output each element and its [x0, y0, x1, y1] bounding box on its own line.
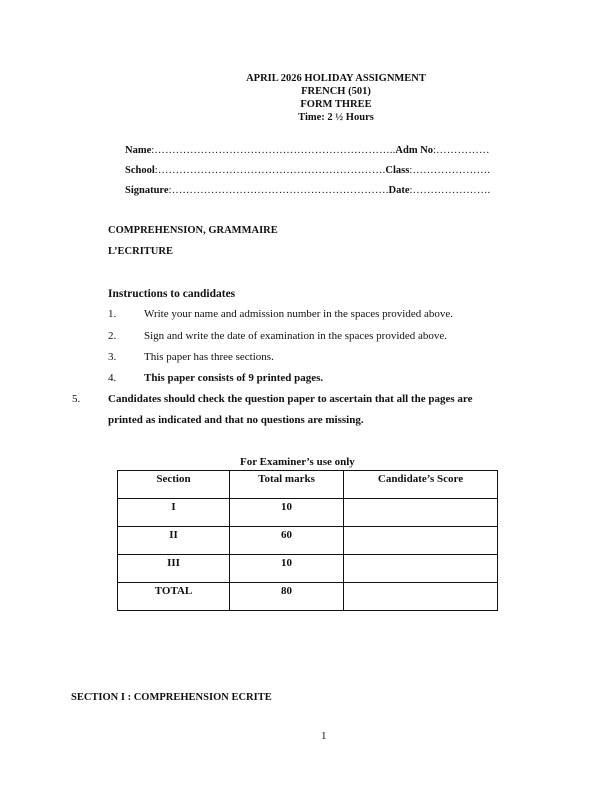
section-heading: SECTION I : COMPREHENSION ECRITE — [71, 692, 272, 703]
score-cell[interactable] — [344, 499, 498, 527]
school-label: School — [125, 165, 155, 176]
date-field[interactable]: :…………………. — [409, 185, 491, 196]
assignment-title: APRIL 2026 HOLIDAY ASSIGNMENT — [246, 73, 426, 84]
instruction-text: This paper has three sections. — [144, 351, 274, 363]
table-row — [118, 583, 498, 611]
section-cell: I — [118, 499, 230, 527]
signature-field[interactable]: :……………………………………………………. — [168, 185, 389, 196]
total-marks-cell: 60 — [230, 527, 344, 555]
table-row — [118, 555, 498, 583]
instruction-text: This paper consists of 9 printed pages. — [144, 372, 324, 384]
school-field[interactable]: :………………………………………………………. — [154, 165, 386, 176]
instruction-number: 1. — [108, 308, 117, 320]
instruction-number: 5. — [72, 393, 81, 405]
instruction-text-line2: printed as indicated and that no questions are missing. — [108, 414, 364, 426]
total-marks-cell: 10 — [230, 499, 344, 527]
page-number: 1 — [321, 730, 327, 742]
class-label: Class — [385, 165, 410, 176]
school-row — [125, 161, 490, 181]
section-cell: II — [118, 527, 230, 555]
header-total-marks: Total marks — [230, 471, 344, 499]
signature-row — [125, 181, 490, 201]
header-candidate-score: Candidate’s Score — [344, 471, 498, 499]
adm-no-field[interactable]: :…………… — [433, 145, 490, 156]
paper-part-1: COMPREHENSION, GRAMMAIRE — [108, 225, 278, 236]
examiner-score-table — [117, 470, 498, 611]
total-marks-cell: 10 — [230, 555, 344, 583]
paper-part-2: L’ECRITURE — [108, 246, 173, 257]
class-field[interactable]: :…………………. — [409, 165, 491, 176]
signature-label: Signature — [125, 185, 169, 196]
adm-no-label: Adm No — [395, 145, 434, 156]
instruction-number: 2. — [108, 330, 117, 342]
table-row — [118, 527, 498, 555]
score-cell[interactable] — [344, 555, 498, 583]
name-row — [125, 141, 490, 161]
table-row — [118, 499, 498, 527]
instruction-text: Write your name and admission number in the spaces provided above. — [144, 308, 453, 320]
section-cell: TOTAL — [118, 583, 230, 611]
section-cell: III — [118, 555, 230, 583]
form-title: FORM THREE — [300, 99, 372, 110]
name-field[interactable]: :………………………………………………………….. — [151, 145, 396, 156]
subject-title: FRENCH (501) — [301, 86, 371, 97]
instruction-number: 4. — [108, 372, 117, 384]
instruction-text-line1: Candidates should check the question paper to ascertain that all the pages are — [108, 393, 473, 405]
header-section: Section — [118, 471, 230, 499]
score-cell[interactable] — [344, 527, 498, 555]
instruction-number: 3. — [108, 351, 117, 363]
name-label: Name — [125, 145, 152, 156]
table-header-row — [118, 471, 498, 499]
score-cell[interactable] — [344, 583, 498, 611]
time-allowed: Time: 2 ½ Hours — [298, 112, 374, 123]
date-label: Date — [388, 185, 410, 196]
instruction-text: Sign and write the date of examination in the spaces provided above. — [144, 330, 448, 342]
candidate-fields — [125, 141, 490, 201]
instructions-title: Instructions to candidates — [108, 288, 236, 300]
examiner-table-caption: For Examiner’s use only — [240, 456, 355, 468]
total-marks-cell: 80 — [230, 583, 344, 611]
document-header — [0, 72, 612, 124]
